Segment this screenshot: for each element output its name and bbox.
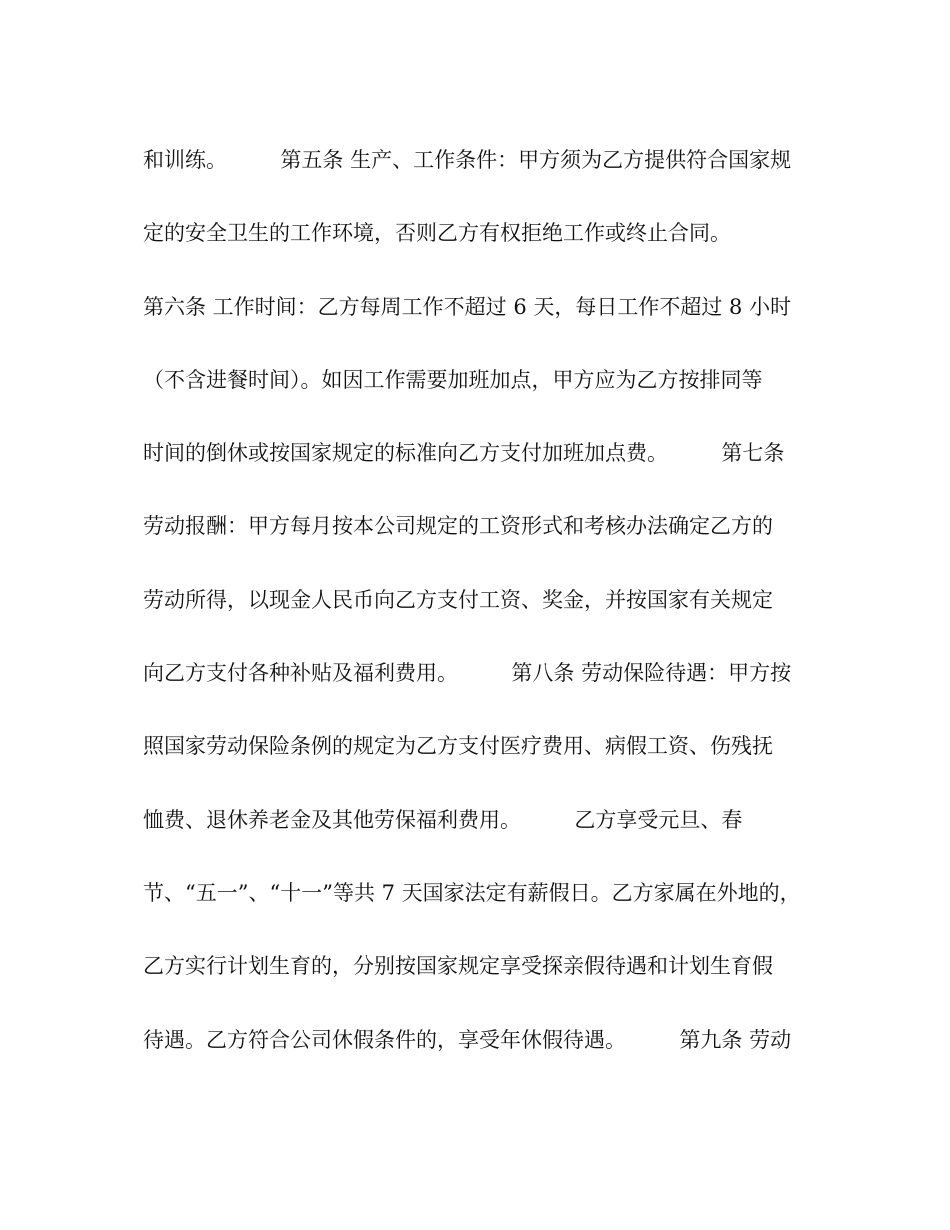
text-line: 定的安全卫生的工作环境，否则乙方有权拒绝工作或终止合同。 — [143, 221, 731, 246]
text-line: 照国家劳动保险条例的规定为乙方支付医疗费用、病假工资、伤残抚 — [143, 734, 773, 759]
body-text — [143, 140, 823, 1093]
text-line: 乙方实行计划生育的，分别按国家规定享受探亲假待遇和计划生育假 — [143, 954, 773, 979]
text-line: 向乙方支付各种补贴及福利费用。 第八条 劳动保险待遇：甲方按 — [143, 661, 792, 686]
text-line: 第六条 工作时间：乙方每周工作不超过 6 天，每日工作不超过 8 小时 — [143, 294, 792, 319]
text-line: 和训练。 第五条 生产、工作条件：甲方须为乙方提供符合国家规 — [143, 148, 792, 172]
text-line: 劳动报酬：甲方每月按本公司规定的工资形式和考核办法确定乙方的 — [143, 514, 773, 539]
text-line: 待遇。乙方符合公司休假条件的，享受年休假待遇。 第九条 劳动 — [143, 1027, 792, 1052]
text-line: 节、“五一”、“十一”等共 7 天国家法定有薪假日。乙方家属在外地的， — [143, 880, 801, 905]
text-line: （不含进餐时间）。如因工作需要加班加点，甲方应为乙方按排同等 — [143, 367, 763, 392]
text-line: 劳动所得，以现金人民币向乙方支付工资、奖金，并按国家有关规定 — [143, 587, 773, 612]
text-line: 恤费、退休养老金及其他劳保福利费用。 乙方享受元旦、春 — [143, 807, 743, 832]
text-line: 时间的倒休或按国家规定的标准向乙方支付加班加点费。 第七条 — [143, 441, 785, 466]
